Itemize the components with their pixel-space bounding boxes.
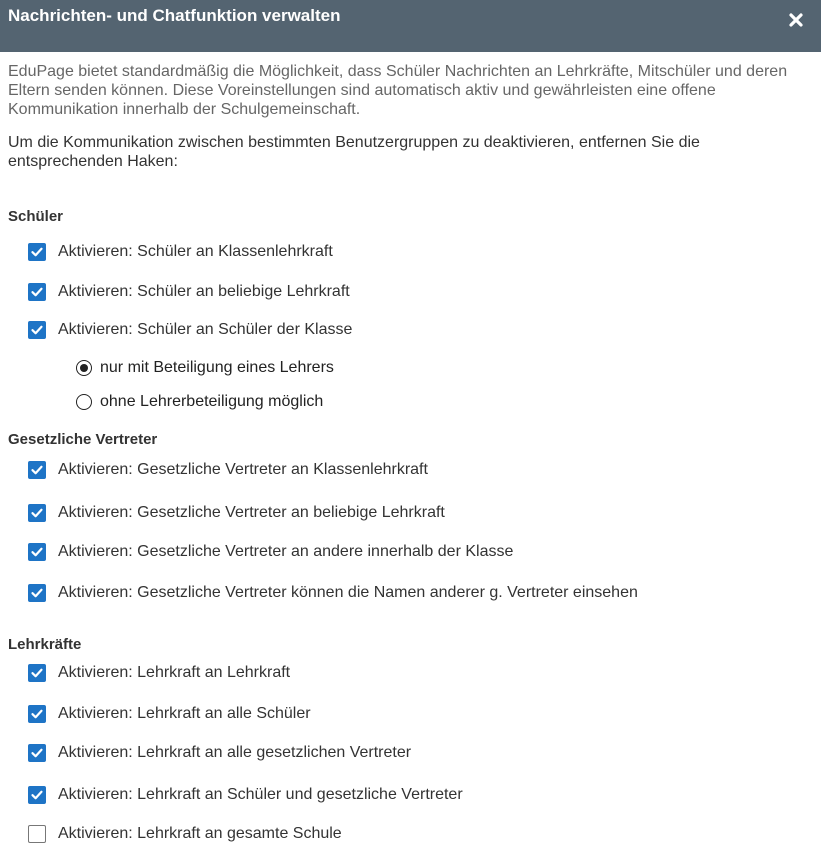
checkbox-checked-icon[interactable] xyxy=(28,584,46,602)
checkbox-unchecked-icon[interactable] xyxy=(28,825,46,843)
radio-label: nur mit Beteiligung eines Lehrers xyxy=(100,359,334,376)
checkbox-checked-icon[interactable] xyxy=(28,543,46,561)
checkbox-label: Aktivieren: Schüler an Klassenlehrkraft xyxy=(58,243,333,260)
checkbox-checked-icon[interactable] xyxy=(28,283,46,301)
checkbox-checked-icon[interactable] xyxy=(28,786,46,804)
checkbox-label: Aktivieren: Gesetzliche Vertreter an beliebige Lehrkraft xyxy=(58,504,445,521)
checkbox-label: Aktivieren: Schüler an beliebige Lehrkraft xyxy=(58,283,350,300)
checkbox-label: Aktivieren: Lehrkraft an gesamte Schule xyxy=(58,825,342,842)
checkbox-checked-icon[interactable] xyxy=(28,461,46,479)
checkbox-label: Aktivieren: Gesetzliche Vertreter an Klassenlehrkraft xyxy=(58,461,428,478)
checkbox-checked-icon[interactable] xyxy=(28,664,46,682)
radio-option[interactable] xyxy=(76,393,323,411)
checkbox-row[interactable] xyxy=(28,584,638,602)
checkbox-label: Aktivieren: Gesetzliche Vertreter an andere innerhalb der Klasse xyxy=(58,543,514,560)
checkbox-row[interactable] xyxy=(28,243,333,261)
radio-option[interactable] xyxy=(76,359,334,377)
checkbox-row[interactable] xyxy=(28,664,290,682)
section-title-teachers: Lehrkräfte xyxy=(8,636,82,653)
dialog-title: Nachrichten- und Chatfunktion verwalten xyxy=(8,6,341,25)
checkbox-checked-icon[interactable] xyxy=(28,705,46,723)
checkbox-row[interactable] xyxy=(28,543,513,561)
section-title-students: Schüler xyxy=(8,208,64,225)
intro-text: EduPage bietet standardmäßig die Möglichkeit, dass Schüler Nachrichten an Lehrkräfte, Mitschüler und deren Eltern senden können. Diese Voreinstellungen sind automatisch aktiv und gewährleisten eine offene Kommunikation innerhalb der Schulgemeinschaft. xyxy=(8,63,788,118)
radio-label: ohne Lehrerbeteiligung möglich xyxy=(100,393,324,410)
checkbox-label: Aktivieren: Lehrkraft an alle Schüler xyxy=(58,705,311,722)
checkbox-checked-icon[interactable] xyxy=(28,504,46,522)
checkbox-checked-icon[interactable] xyxy=(28,744,46,762)
checkbox-label: Aktivieren: Gesetzliche Vertreter können die Namen anderer g. Vertreter einsehen xyxy=(58,584,638,601)
checkbox-label: Aktivieren: Lehrkraft an Lehrkraft xyxy=(58,664,291,681)
radio-selected-icon[interactable] xyxy=(76,360,92,376)
section-title-guardians: Gesetzliche Vertreter xyxy=(8,431,158,448)
close-icon[interactable] xyxy=(783,7,809,33)
dialog-body xyxy=(8,62,815,171)
checkbox-checked-icon[interactable] xyxy=(28,321,46,339)
checkbox-row[interactable] xyxy=(28,321,352,339)
checkbox-label: Aktivieren: Lehrkraft an alle gesetzlichen Vertreter xyxy=(58,744,412,761)
checkbox-row[interactable] xyxy=(28,705,311,723)
checkbox-row[interactable] xyxy=(28,786,463,804)
radio-unselected-icon[interactable] xyxy=(76,394,92,410)
checkbox-label: Aktivieren: Schüler an Schüler der Klasse xyxy=(58,321,353,338)
checkbox-row[interactable] xyxy=(28,461,428,479)
checkbox-row[interactable] xyxy=(28,504,445,522)
instruction-text: Um die Kommunikation zwischen bestimmten Benutzergruppen zu deaktivieren, entfernen Sie die entsprechenden Haken: xyxy=(8,134,700,170)
checkbox-checked-icon[interactable] xyxy=(28,243,46,261)
checkbox-row[interactable] xyxy=(28,744,411,762)
checkbox-row[interactable] xyxy=(28,825,342,843)
checkbox-row[interactable] xyxy=(28,283,350,301)
dialog-titlebar xyxy=(0,0,821,52)
checkbox-label: Aktivieren: Lehrkraft an Schüler und gesetzliche Vertreter xyxy=(58,786,463,803)
